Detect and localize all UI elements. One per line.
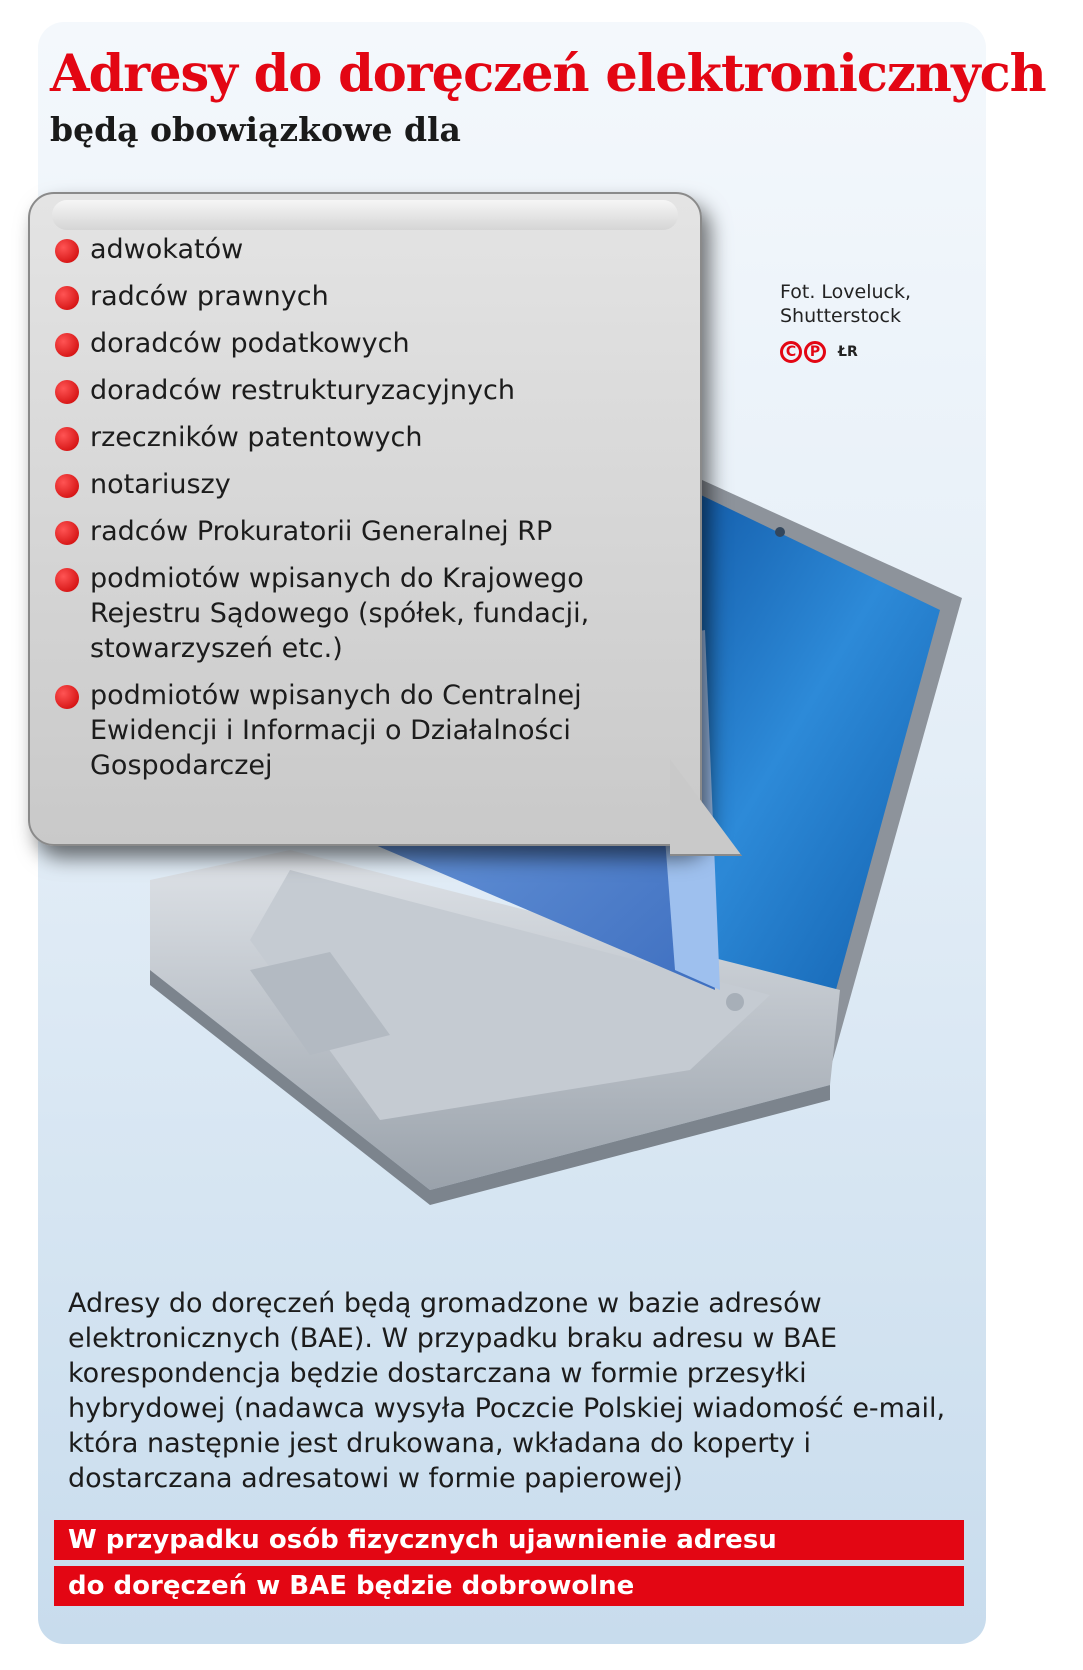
list-item: [28, 373, 668, 408]
list-item-label: adwokatów: [90, 234, 244, 265]
bullet-icon: [55, 427, 79, 451]
list-item: [28, 420, 668, 455]
logo-c: C: [780, 341, 802, 363]
list-item-label: radców Prokuratorii Generalnej RP: [90, 516, 553, 547]
list-item-label: rzeczników patentowych: [90, 422, 423, 453]
list-item-label: doradców podatkowych: [90, 328, 410, 359]
logo-p: P: [804, 341, 826, 363]
agency-logo: [780, 340, 858, 364]
highlight-banner-line2: do doręczeń w BAE będzie dobrowolne: [54, 1566, 964, 1606]
power-button: [726, 993, 744, 1011]
body-paragraph: Adresy do doręczeń będą gromadzone w bazie adresów elektronicznych (BAE). W przypadku braku adresu w BAE korespondencja będzie dostarczana w formie przesyłki hybrydowej (nadawca wysyła Poczcie Polskiej wiadomość e-mail, która następnie jest drukowana, wkładana do koperty i dostarczana adresatowi w formie papierowej): [68, 1288, 946, 1494]
webcam: [775, 527, 785, 537]
subheadline: będą obowiązkowe dla: [50, 110, 461, 149]
list-item-label: radców prawnych: [90, 281, 329, 312]
photo-credit: [780, 280, 911, 328]
list-item: [28, 514, 668, 549]
bullet-icon: [55, 286, 79, 310]
bullet-icon: [55, 685, 79, 709]
highlight-banner-line1: W przypadku osób fizycznych ujawnienie adresu: [54, 1520, 964, 1560]
list-item: [28, 326, 668, 361]
obliged-entities-list: [28, 232, 668, 795]
bullet-icon: [55, 521, 79, 545]
list-item-label: podmiotów wpisanych do Centralnej Ewidencji i Informacji o Działalności Gospodarczej: [90, 680, 582, 781]
bullet-icon: [55, 239, 79, 263]
bullet-icon: [55, 568, 79, 592]
list-item: [28, 232, 668, 267]
photo-credit-line2: Shutterstock: [780, 305, 901, 327]
bullet-icon: [55, 474, 79, 498]
headline: Adresy do doręczeń elektronicznych: [50, 44, 1046, 104]
list-item: [28, 279, 668, 314]
bullet-icon: [55, 333, 79, 357]
author-initials: ŁR: [838, 344, 858, 360]
list-item: [28, 467, 668, 502]
list-item-label: doradców restrukturyzacyjnych: [90, 375, 515, 406]
photo-credit-line1: Fot. Loveluck,: [780, 281, 912, 303]
list-item-label: podmiotów wpisanych do Krajowego Rejestru Sądowego (spółek, fundacji, stowarzyszeń etc.): [90, 563, 590, 664]
list-item: [28, 561, 668, 666]
list-item: [28, 678, 668, 783]
bubble-highlight: [52, 200, 678, 230]
list-item-label: notariuszy: [90, 469, 231, 500]
bullet-icon: [55, 380, 79, 404]
